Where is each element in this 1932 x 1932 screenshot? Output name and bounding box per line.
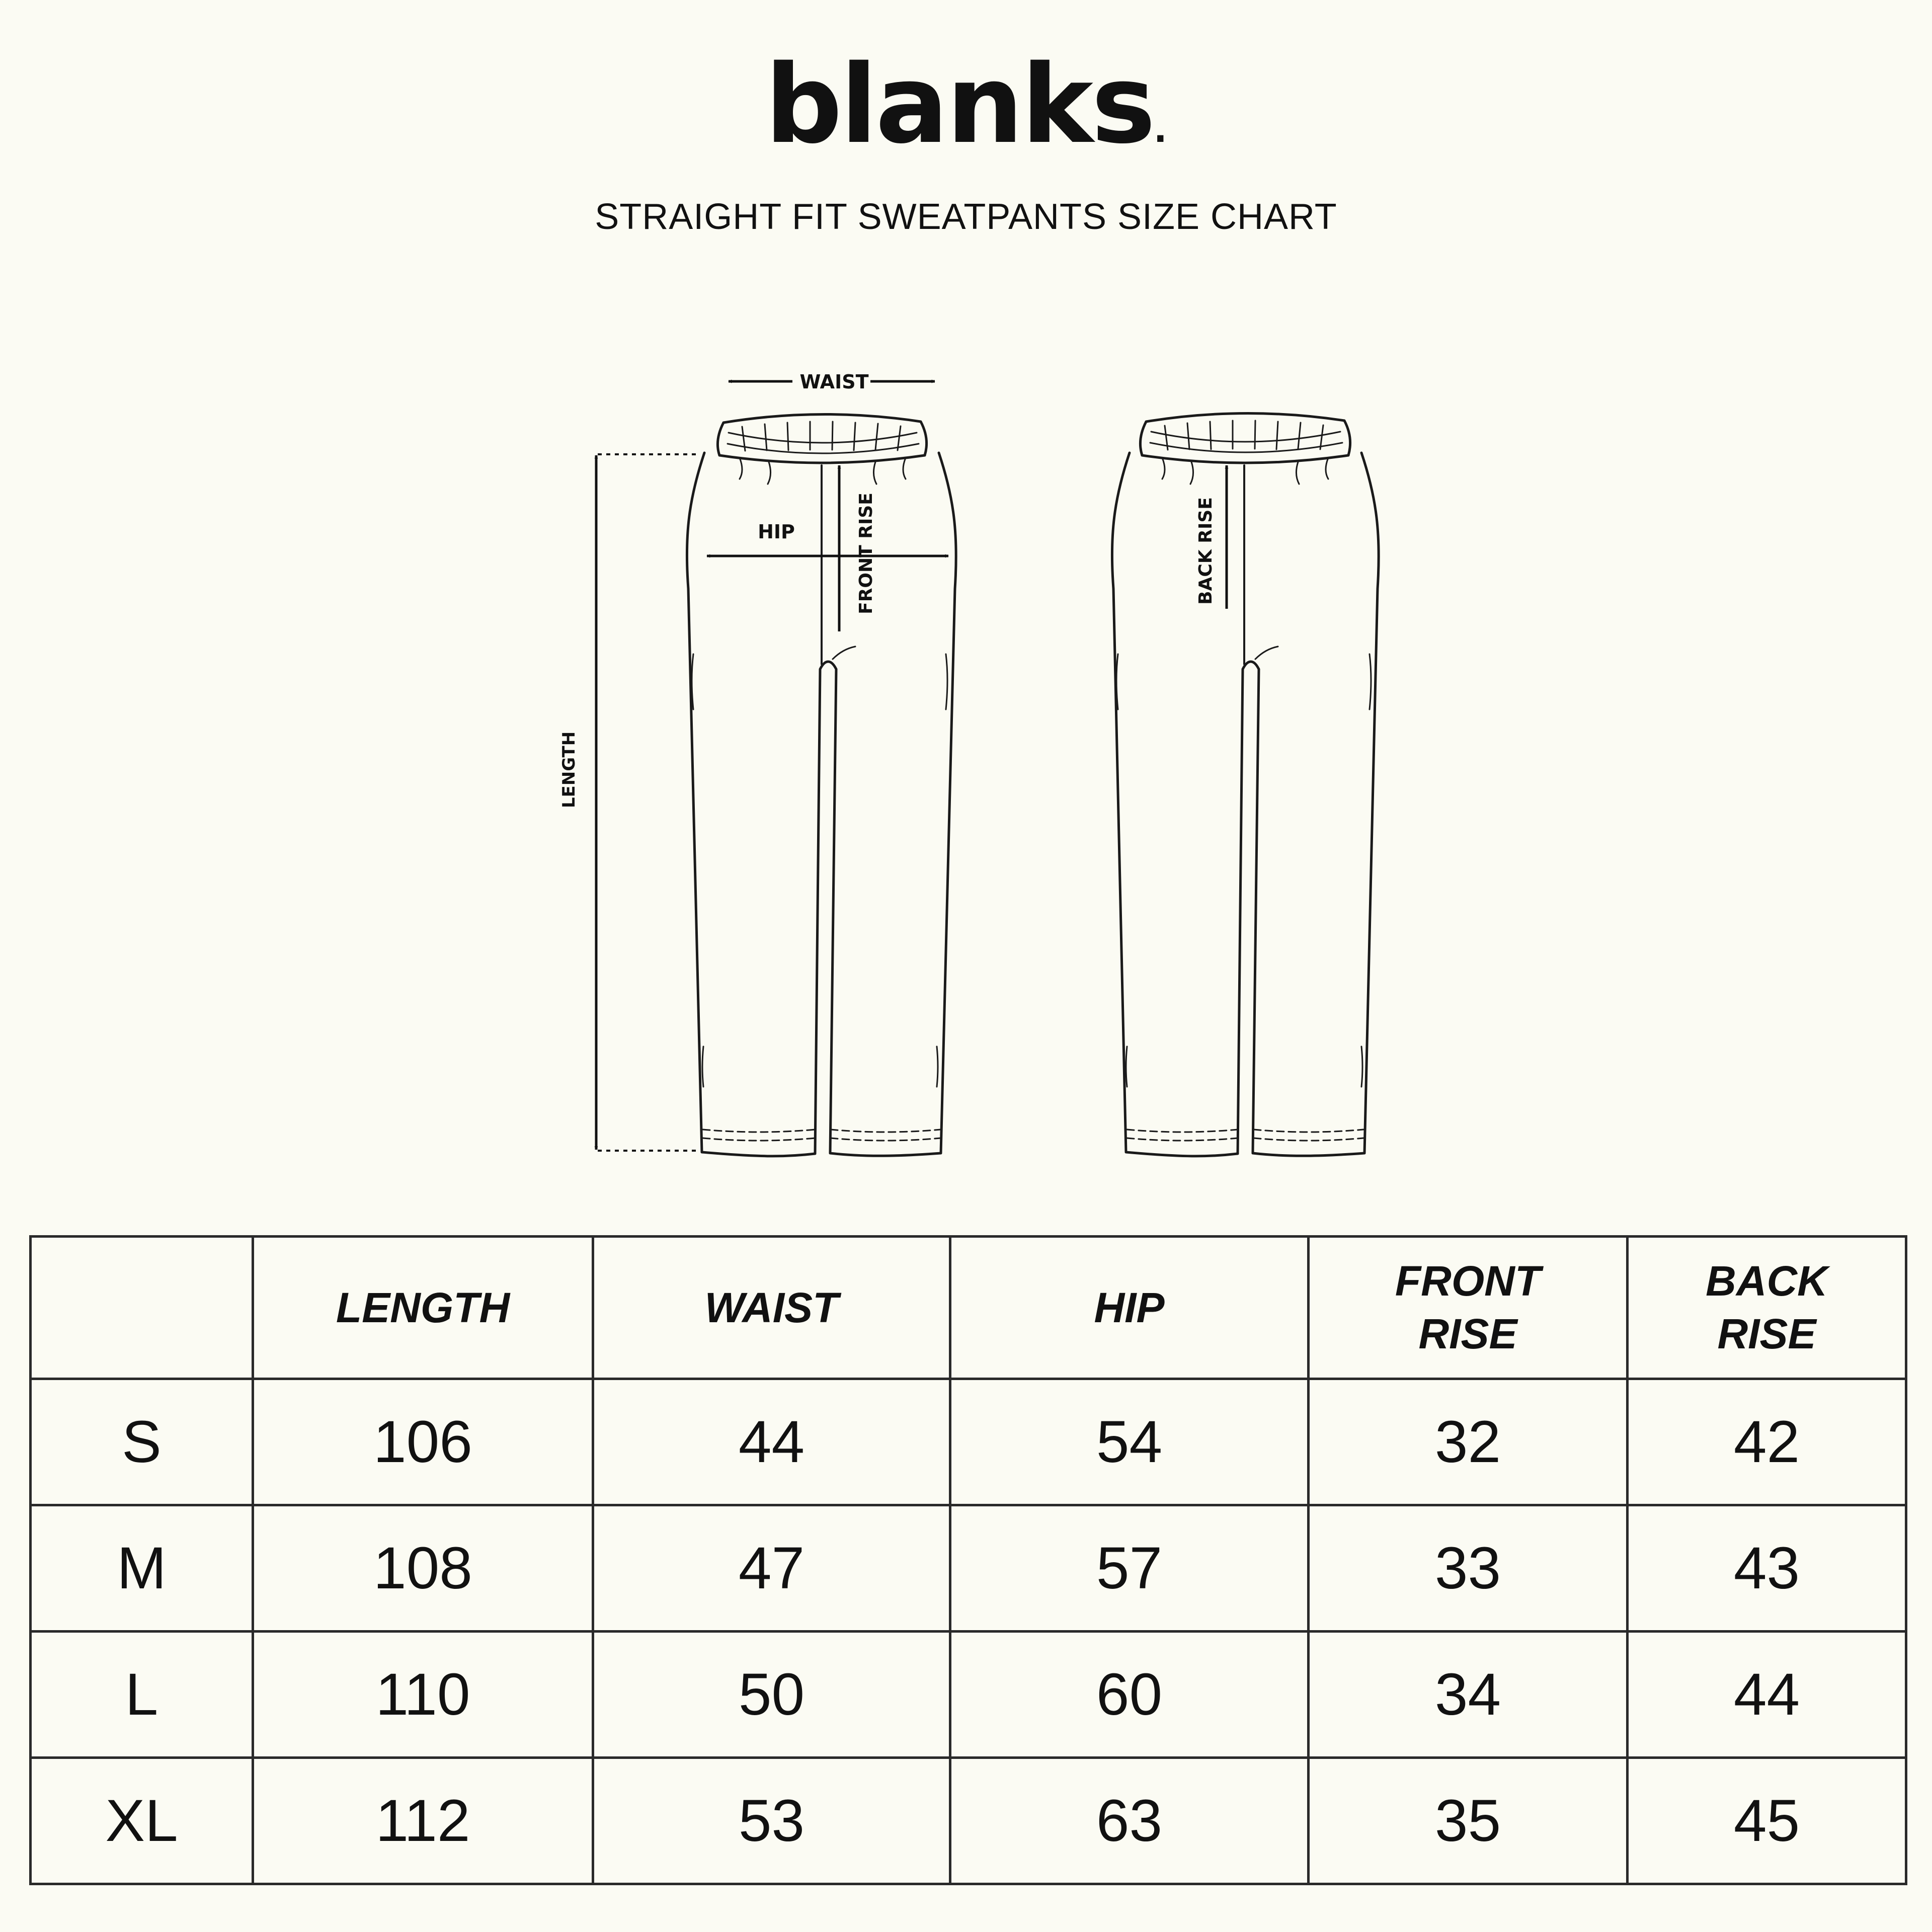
back-rise-label: BACK RISE bbox=[1195, 497, 1216, 605]
table-row bbox=[31, 1379, 1906, 1505]
hip-label: HIP bbox=[758, 521, 795, 543]
back-rise-cell: 44 bbox=[1628, 1632, 1906, 1758]
hip-cell: 57 bbox=[950, 1505, 1309, 1632]
length-cell: 110 bbox=[253, 1632, 593, 1758]
hip-cell: 63 bbox=[950, 1758, 1309, 1884]
header-back-rise: BACK RISE bbox=[1628, 1237, 1906, 1379]
brand-name: blanks bbox=[765, 41, 1154, 168]
back-rise-cell: 45 bbox=[1628, 1758, 1906, 1884]
waist-label: WAIST bbox=[799, 371, 869, 393]
waist-cell: 53 bbox=[593, 1758, 950, 1884]
back-rise-cell: 42 bbox=[1628, 1379, 1906, 1505]
header-hip: HIP bbox=[950, 1237, 1309, 1379]
hip-cell: 60 bbox=[950, 1632, 1309, 1758]
back-view bbox=[1112, 413, 1379, 1156]
front-rise-cell: 34 bbox=[1309, 1632, 1628, 1758]
waist-cell: 44 bbox=[593, 1379, 950, 1505]
back-rise-cell: 43 bbox=[1628, 1505, 1906, 1632]
front-rise-cell: 33 bbox=[1309, 1505, 1628, 1632]
header-front-rise: FRONT RISE bbox=[1309, 1237, 1628, 1379]
header-length: LENGTH bbox=[253, 1237, 593, 1379]
measure-arrows bbox=[596, 381, 1227, 1151]
header-waist: WAIST bbox=[593, 1237, 950, 1379]
front-view bbox=[687, 414, 956, 1156]
size-cell: XL bbox=[31, 1758, 253, 1884]
table-header-row bbox=[31, 1237, 1906, 1379]
waist-cell: 50 bbox=[593, 1632, 950, 1758]
header-size bbox=[31, 1237, 253, 1379]
table-row bbox=[31, 1632, 1906, 1758]
hip-cell: 54 bbox=[950, 1379, 1309, 1505]
front-rise-label: FRONT RISE bbox=[856, 493, 876, 614]
size-cell: M bbox=[31, 1505, 253, 1632]
size-table bbox=[29, 1235, 1907, 1885]
waist-cell: 47 bbox=[593, 1505, 950, 1632]
length-cell: 106 bbox=[253, 1379, 593, 1505]
brand-dot: . bbox=[1154, 109, 1167, 150]
table-row bbox=[31, 1758, 1906, 1884]
table-row bbox=[31, 1505, 1906, 1632]
front-rise-cell: 35 bbox=[1309, 1758, 1628, 1884]
length-cell: 112 bbox=[253, 1758, 593, 1884]
length-cell: 108 bbox=[253, 1505, 593, 1632]
size-cell: S bbox=[31, 1379, 253, 1505]
length-label: LENGTH bbox=[559, 731, 579, 809]
page-title: STRAIGHT FIT SWEATPANTS SIZE CHART bbox=[595, 197, 1337, 237]
size-cell: L bbox=[31, 1632, 253, 1758]
front-rise-cell: 32 bbox=[1309, 1379, 1628, 1505]
